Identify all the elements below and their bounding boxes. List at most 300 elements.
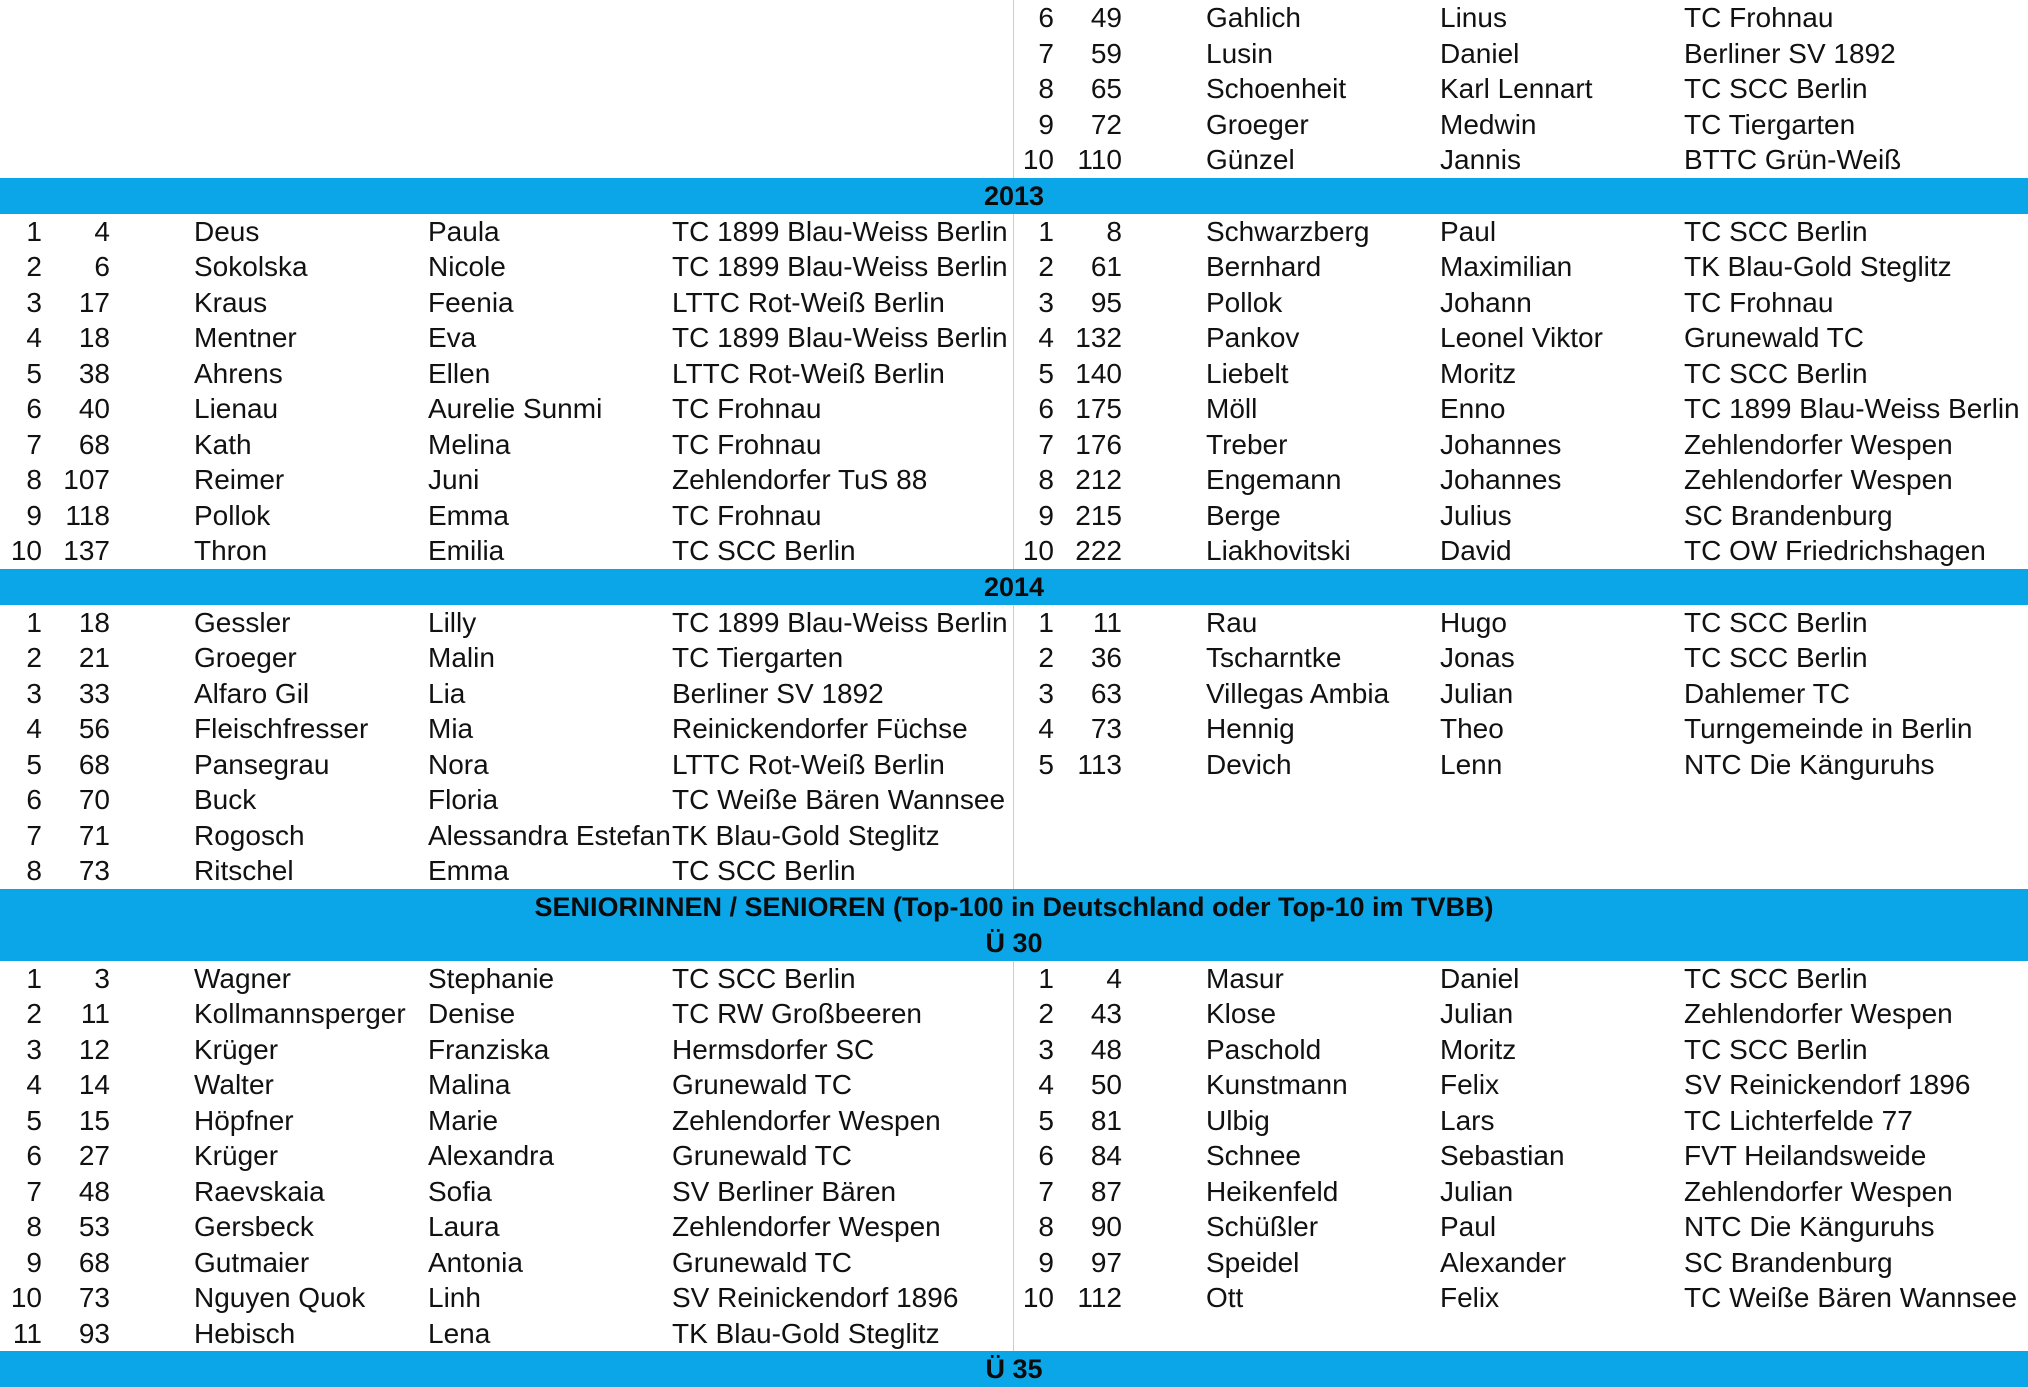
rank-cell: 7: [26, 428, 42, 460]
rank-cell: 8: [26, 1211, 42, 1242]
club-cell: TC Frohnau: [672, 499, 822, 531]
rank-cell: 10: [1022, 1282, 1054, 1313]
last-name-cell: Schwarzberg: [1206, 215, 1370, 247]
club-cell: TC SCC Berlin: [672, 535, 856, 566]
table-row: [0, 356, 1014, 392]
last-name-cell: Thron: [194, 535, 268, 566]
last-name-cell: Wagner: [194, 962, 292, 994]
rank-cell: 7: [26, 1175, 42, 1207]
club-cell: LTTC Rot-Weiß Berlin: [672, 286, 945, 318]
rank-cell: 9: [26, 1246, 42, 1278]
national-position-cell: 72: [1090, 108, 1122, 140]
first-name-cell: Denise: [428, 998, 516, 1029]
table-row: [1012, 1138, 2026, 1174]
rank-cell: 2: [1038, 642, 1054, 673]
rank-cell: 5: [26, 748, 42, 780]
club-cell: TC Frohnau: [1684, 286, 1834, 318]
national-position-cell: 6: [94, 251, 110, 282]
national-position-cell: 68: [78, 748, 110, 780]
table-row: [1012, 533, 2026, 569]
table-row: [0, 640, 1014, 676]
national-position-cell: 137: [63, 535, 110, 566]
first-name-cell: Feenia: [428, 286, 514, 318]
club-cell: Zehlendorfer Wespen: [1684, 428, 1953, 460]
last-name-cell: Schnee: [1206, 1140, 1301, 1171]
table-row: [0, 1316, 1014, 1352]
last-name-cell: Kunstmann: [1206, 1069, 1348, 1100]
last-name-cell: Hebisch: [194, 1317, 296, 1349]
rank-cell: 1: [26, 962, 42, 994]
club-cell: Grunewald TC: [672, 1246, 853, 1278]
national-position-cell: 11: [80, 998, 110, 1029]
last-name-cell: Heikenfeld: [1206, 1175, 1339, 1207]
table-row: [1012, 1209, 2026, 1245]
rank-cell: 7: [26, 819, 42, 851]
last-name-cell: Treber: [1206, 428, 1288, 460]
national-position-cell: 118: [65, 499, 110, 531]
table-row: [1012, 1067, 2026, 1103]
first-name-cell: Lena: [428, 1317, 491, 1349]
table-row: [0, 391, 1014, 427]
last-name-cell: Groeger: [1206, 108, 1309, 140]
table-row: [0, 1032, 1014, 1068]
table-row: [0, 533, 1014, 569]
rank-cell: 4: [26, 713, 42, 744]
table-row: [1012, 0, 2026, 36]
last-name-cell: Masur: [1206, 962, 1284, 994]
first-name-cell: Johannes: [1440, 428, 1562, 460]
national-position-cell: 73: [1090, 713, 1122, 744]
first-name-cell: Johann: [1440, 286, 1532, 318]
national-position-cell: 4: [94, 215, 110, 247]
last-name-cell: Liakhovitski: [1206, 535, 1351, 566]
last-name-cell: Sokolska: [194, 251, 308, 282]
club-cell: Grunewald TC: [672, 1069, 853, 1100]
last-name-cell: Kath: [194, 428, 252, 460]
rank-cell: 6: [1038, 2, 1054, 33]
national-position-cell: 132: [1075, 322, 1122, 353]
table-row: [0, 782, 1014, 818]
national-position-cell: 59: [1090, 37, 1122, 69]
section-banner: Ü 35: [0, 1351, 2028, 1387]
table-row: [1012, 1174, 2026, 1210]
rank-cell: 8: [1038, 73, 1054, 104]
table-row: [1012, 1103, 2026, 1139]
rank-cell: 9: [1038, 108, 1054, 140]
first-name-cell: Paula: [428, 215, 500, 247]
national-position-cell: 48: [1090, 1033, 1122, 1065]
rank-cell: 6: [1038, 393, 1054, 424]
first-name-cell: Julius: [1440, 499, 1512, 531]
national-position-cell: 43: [1090, 998, 1122, 1029]
last-name-cell: Rogosch: [194, 819, 305, 851]
first-name-cell: Julian: [1440, 998, 1514, 1029]
club-cell: TC Weiße Bären Wannsee: [1684, 1282, 2018, 1313]
first-name-cell: Linus: [1440, 2, 1507, 33]
first-name-cell: Malin: [428, 642, 495, 673]
last-name-cell: Gutmaier: [194, 1246, 310, 1278]
last-name-cell: Gersbeck: [194, 1211, 314, 1242]
national-position-cell: 93: [78, 1317, 110, 1349]
first-name-cell: Julian: [1440, 1175, 1514, 1207]
rank-cell: 10: [10, 535, 42, 566]
table-row: [0, 285, 1014, 321]
club-cell: Zehlendorfer Wespen: [672, 1211, 941, 1242]
national-position-cell: 53: [78, 1211, 110, 1242]
table-row: [0, 462, 1014, 498]
first-name-cell: Paul: [1440, 1211, 1497, 1242]
section-banner: 2014: [0, 569, 2028, 605]
last-name-cell: Walter: [194, 1069, 274, 1100]
national-position-cell: 70: [78, 784, 110, 815]
first-name-cell: Jannis: [1440, 144, 1521, 175]
table-row: [0, 747, 1014, 783]
last-name-cell: Kollmannsperger: [194, 998, 406, 1029]
club-cell: FVT Heilandsweide: [1684, 1140, 1927, 1171]
rank-cell: 5: [26, 357, 42, 389]
table-row: [0, 1067, 1014, 1103]
club-cell: TC SCC Berlin: [672, 855, 856, 886]
first-name-cell: Daniel: [1440, 37, 1520, 69]
first-name-cell: Hugo: [1440, 606, 1507, 638]
first-name-cell: Malina: [428, 1069, 511, 1100]
rank-cell: 4: [26, 1069, 42, 1100]
table-row: [1012, 285, 2026, 321]
table-row: [0, 818, 1014, 854]
national-position-cell: 61: [1090, 251, 1122, 282]
club-cell: Berliner SV 1892: [1684, 37, 1896, 69]
last-name-cell: Ulbig: [1206, 1104, 1270, 1136]
national-position-cell: 140: [1075, 357, 1122, 389]
last-name-cell: Tscharntke: [1206, 642, 1342, 673]
rank-cell: 6: [26, 393, 42, 424]
rank-cell: 8: [26, 855, 42, 886]
rank-cell: 8: [26, 464, 42, 495]
rank-cell: 5: [1038, 748, 1054, 780]
first-name-cell: Alexander: [1440, 1246, 1567, 1278]
rank-cell: 3: [1038, 677, 1054, 709]
first-name-cell: Maximilian: [1440, 251, 1573, 282]
club-cell: Zehlendorfer Wespen: [672, 1104, 941, 1136]
last-name-cell: Ritschel: [194, 855, 294, 886]
last-name-cell: Ott: [1206, 1282, 1244, 1313]
club-cell: TC Weiße Bären Wannsee: [672, 784, 1006, 815]
club-cell: TC SCC Berlin: [1684, 962, 1868, 994]
rank-cell: 6: [26, 1140, 42, 1171]
last-name-cell: Devich: [1206, 748, 1292, 780]
rank-cell: 5: [1038, 357, 1054, 389]
national-position-cell: 68: [78, 428, 110, 460]
first-name-cell: Laura: [428, 1211, 500, 1242]
last-name-cell: Bernhard: [1206, 251, 1322, 282]
last-name-cell: Günzel: [1206, 144, 1295, 175]
first-name-cell: Karl Lennart: [1440, 73, 1593, 104]
rank-cell: 7: [1038, 37, 1054, 69]
first-name-cell: Medwin: [1440, 108, 1537, 140]
rank-cell: 2: [26, 642, 42, 673]
last-name-cell: Raevskaia: [194, 1175, 325, 1207]
first-name-cell: Aurelie Sunmi: [428, 393, 603, 424]
first-name-cell: Floria: [428, 784, 499, 815]
rank-cell: 6: [26, 784, 42, 815]
national-position-cell: 4: [1106, 962, 1122, 994]
rank-cell: 3: [1038, 286, 1054, 318]
rank-cell: 1: [1038, 215, 1054, 247]
rank-cell: 4: [1038, 1069, 1054, 1100]
national-position-cell: 90: [1090, 1211, 1122, 1242]
first-name-cell: Eva: [428, 322, 477, 353]
club-cell: TC SCC Berlin: [1684, 357, 1868, 389]
first-name-cell: Nicole: [428, 251, 506, 282]
last-name-cell: Pankov: [1206, 322, 1300, 353]
table-row: [1012, 1280, 2026, 1316]
club-cell: Grunewald TC: [672, 1140, 853, 1171]
first-name-cell: Lars: [1440, 1104, 1495, 1136]
national-position-cell: 112: [1077, 1282, 1122, 1313]
rank-cell: 3: [26, 677, 42, 709]
national-position-cell: 49: [1090, 2, 1122, 33]
first-name-cell: Leonel Viktor: [1440, 322, 1603, 353]
table-row: [1012, 142, 2026, 178]
last-name-cell: Berge: [1206, 499, 1281, 531]
table-row: [0, 427, 1014, 463]
rank-cell: 3: [26, 1033, 42, 1065]
first-name-cell: Antonia: [428, 1246, 523, 1278]
national-position-cell: 50: [1090, 1069, 1122, 1100]
first-name-cell: Jonas: [1440, 642, 1515, 673]
first-name-cell: Mia: [428, 713, 474, 744]
section-subbanner: Ü 30: [0, 925, 2028, 961]
rank-cell: 2: [26, 998, 42, 1029]
rank-cell: 4: [26, 322, 42, 353]
club-cell: Berliner SV 1892: [672, 677, 884, 709]
club-cell: Zehlendorfer Wespen: [1684, 464, 1953, 495]
national-position-cell: 21: [78, 642, 110, 673]
rank-cell: 7: [1038, 1175, 1054, 1207]
rank-cell: 6: [1038, 1140, 1054, 1171]
table-row: [0, 676, 1014, 712]
club-cell: NTC Die Känguruhs: [1684, 1211, 1935, 1242]
table-row: [1012, 711, 2026, 747]
national-position-cell: 8: [1106, 215, 1122, 247]
club-cell: SV Berliner Bären: [672, 1175, 897, 1207]
national-position-cell: 110: [1077, 144, 1122, 175]
table-row: [0, 1103, 1014, 1139]
first-name-cell: Emma: [428, 855, 509, 886]
national-position-cell: 175: [1075, 393, 1122, 424]
club-cell: SC Brandenburg: [1684, 499, 1893, 531]
table-row: [0, 1174, 1014, 1210]
first-name-cell: Ellen: [428, 357, 491, 389]
first-name-cell: Felix: [1440, 1282, 1500, 1313]
national-position-cell: 12: [78, 1033, 110, 1065]
first-name-cell: Nora: [428, 748, 489, 780]
table-row: [1012, 36, 2026, 72]
table-row: [0, 320, 1014, 356]
table-row: [1012, 498, 2026, 534]
rank-cell: 10: [1022, 535, 1054, 566]
last-name-cell: Lusin: [1206, 37, 1273, 69]
last-name-cell: Engemann: [1206, 464, 1342, 495]
rank-cell: 9: [26, 499, 42, 531]
first-name-cell: Melina: [428, 428, 511, 460]
first-name-cell: Alessandra Estefan: [428, 819, 671, 851]
first-name-cell: Felix: [1440, 1069, 1500, 1100]
national-position-cell: 17: [78, 286, 110, 318]
first-name-cell: Stephanie: [428, 962, 555, 994]
first-name-cell: Franziska: [428, 1033, 550, 1065]
first-name-cell: Johannes: [1440, 464, 1562, 495]
club-cell: TK Blau-Gold Steglitz: [672, 1317, 940, 1349]
table-row: [0, 214, 1014, 250]
club-cell: Zehlendorfer Wespen: [1684, 1175, 1953, 1207]
last-name-cell: Alfaro Gil: [194, 677, 310, 709]
table-row: [0, 961, 1014, 997]
table-row: [1012, 605, 2026, 641]
club-cell: SV Reinickendorf 1896: [1684, 1069, 1971, 1100]
table-row: [1012, 747, 2026, 783]
national-position-cell: 97: [1090, 1246, 1122, 1278]
first-name-cell: Marie: [428, 1104, 499, 1136]
rank-cell: 2: [1038, 251, 1054, 282]
national-position-cell: 27: [78, 1140, 110, 1171]
first-name-cell: David: [1440, 535, 1512, 566]
table-row: [0, 1138, 1014, 1174]
first-name-cell: Lia: [428, 677, 466, 709]
national-position-cell: 84: [1090, 1140, 1122, 1171]
rank-cell: 1: [26, 215, 42, 247]
rank-cell: 2: [26, 251, 42, 282]
first-name-cell: Alexandra: [428, 1140, 555, 1171]
table-row: [1012, 356, 2026, 392]
last-name-cell: Speidel: [1206, 1246, 1300, 1278]
rank-cell: 3: [1038, 1033, 1054, 1065]
club-cell: TC 1899 Blau-Weiss Berlin: [672, 251, 1008, 282]
club-cell: TC OW Friedrichshagen: [1684, 535, 1986, 566]
rank-cell: 1: [1038, 962, 1054, 994]
club-cell: Zehlendorfer Wespen: [1684, 998, 1953, 1029]
club-cell: SC Brandenburg: [1684, 1246, 1893, 1278]
national-position-cell: 36: [1090, 642, 1122, 673]
first-name-cell: Lenn: [1440, 748, 1503, 780]
last-name-cell: Gahlich: [1206, 2, 1301, 33]
club-cell: TC RW Großbeeren: [672, 998, 922, 1029]
national-position-cell: 38: [78, 357, 110, 389]
table-row: [0, 1245, 1014, 1281]
club-cell: TC SCC Berlin: [1684, 215, 1868, 247]
club-cell: TC 1899 Blau-Weiss Berlin: [672, 606, 1008, 638]
club-cell: TC 1899 Blau-Weiss Berlin: [672, 322, 1008, 353]
club-cell: TC SCC Berlin: [1684, 642, 1868, 673]
first-name-cell: Julian: [1440, 677, 1514, 709]
rank-cell: 4: [1038, 322, 1054, 353]
table-row: [1012, 249, 2026, 285]
club-cell: TC Lichterfelde 77: [1684, 1104, 1913, 1136]
club-cell: NTC Die Känguruhs: [1684, 748, 1935, 780]
last-name-cell: Höpfner: [194, 1104, 294, 1136]
first-name-cell: Daniel: [1440, 962, 1520, 994]
last-name-cell: Liebelt: [1206, 357, 1289, 389]
club-cell: TC Frohnau: [1684, 2, 1834, 33]
club-cell: TC Frohnau: [672, 393, 822, 424]
club-cell: TC Tiergarten: [672, 642, 844, 673]
national-position-cell: 73: [78, 855, 110, 886]
club-cell: TC SCC Berlin: [672, 962, 856, 994]
section-banner: 2013: [0, 178, 2028, 214]
table-row: [1012, 214, 2026, 250]
club-cell: TC Tiergarten: [1684, 108, 1856, 140]
rank-cell: 2: [1038, 998, 1054, 1029]
national-position-cell: 107: [63, 464, 110, 495]
table-row: [1012, 1245, 2026, 1281]
last-name-cell: Krüger: [194, 1140, 279, 1171]
table-row: [1012, 320, 2026, 356]
rank-cell: 10: [1022, 144, 1054, 175]
rank-cell: 1: [26, 606, 42, 638]
club-cell: LTTC Rot-Weiß Berlin: [672, 748, 945, 780]
table-row: [0, 498, 1014, 534]
first-name-cell: Emma: [428, 499, 509, 531]
first-name-cell: Lilly: [428, 606, 477, 638]
national-position-cell: 63: [1090, 677, 1122, 709]
club-cell: TC SCC Berlin: [1684, 606, 1868, 638]
last-name-cell: Paschold: [1206, 1033, 1322, 1065]
club-cell: Hermsdorfer SC: [672, 1033, 875, 1065]
first-name-cell: Paul: [1440, 215, 1497, 247]
table-row: [1012, 71, 2026, 107]
first-name-cell: Moritz: [1440, 1033, 1517, 1065]
last-name-cell: Möll: [1206, 393, 1258, 424]
last-name-cell: Klose: [1206, 998, 1277, 1029]
club-cell: Reinickendorfer Füchse: [672, 713, 968, 744]
first-name-cell: Theo: [1440, 713, 1504, 744]
table-row: [1012, 640, 2026, 676]
national-position-cell: 33: [78, 677, 110, 709]
first-name-cell: Moritz: [1440, 357, 1517, 389]
national-position-cell: 81: [1090, 1104, 1122, 1136]
column-divider: [1013, 605, 1014, 889]
club-cell: Turngemeinde in Berlin: [1684, 713, 1973, 744]
last-name-cell: Kraus: [194, 286, 268, 318]
last-name-cell: Villegas Ambia: [1206, 677, 1390, 709]
table-row: [1012, 1032, 2026, 1068]
club-cell: TK Blau-Gold Steglitz: [672, 819, 940, 851]
last-name-cell: Schoenheit: [1206, 73, 1347, 104]
rank-cell: 3: [26, 286, 42, 318]
first-name-cell: Juni: [428, 464, 480, 495]
national-position-cell: 95: [1090, 286, 1122, 318]
first-name-cell: Linh: [428, 1282, 481, 1313]
last-name-cell: Deus: [194, 215, 260, 247]
rank-cell: 4: [1038, 713, 1054, 744]
last-name-cell: Gessler: [194, 606, 291, 638]
club-cell: SV Reinickendorf 1896: [672, 1282, 959, 1313]
first-name-cell: Emilia: [428, 535, 505, 566]
table-row: [1012, 996, 2026, 1032]
last-name-cell: Schüßler: [1206, 1211, 1319, 1242]
club-cell: Grunewald TC: [1684, 322, 1865, 353]
national-position-cell: 222: [1075, 535, 1122, 566]
table-row: [1012, 391, 2026, 427]
table-row: [1012, 961, 2026, 997]
table-row: [0, 711, 1014, 747]
national-position-cell: 71: [78, 819, 110, 851]
national-position-cell: 87: [1090, 1175, 1122, 1207]
table-row: [0, 605, 1014, 641]
last-name-cell: Buck: [194, 784, 257, 815]
club-cell: TK Blau-Gold Steglitz: [1684, 251, 1952, 282]
rank-cell: 7: [1038, 428, 1054, 460]
